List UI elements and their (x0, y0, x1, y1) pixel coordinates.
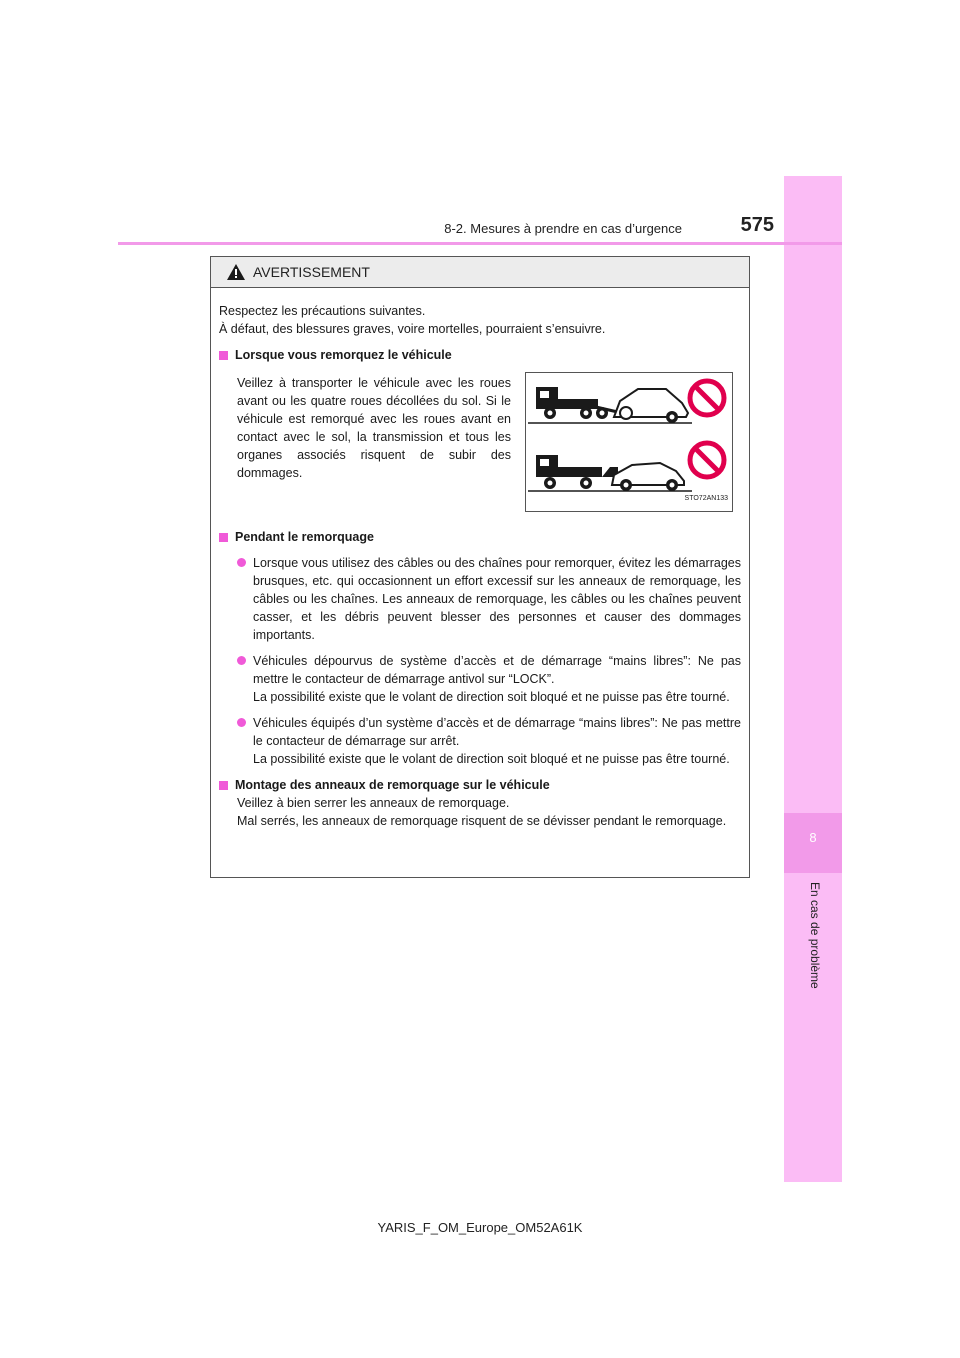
page-number: 575 (740, 214, 774, 236)
illustration-code: STO72AN133 (684, 495, 728, 502)
chapter-side-tab (784, 176, 842, 1182)
list-item-text: Véhicules équipés d’un système d’accès et de démarrage “mains libres”: Ne pas mettre le contacteur de démarrage sur arrêt. La possibilité existe que le volant de direction soit bloqué et ne puisse pas être tourné. (253, 716, 741, 766)
towing-text: Veillez à transporter le véhicule avec les roues avant ou les quatre roues décollées du sol. Si le véhicule est remorqué avec les roues avant en contact avec le sol, la transmission et tous les organes associés risquent de subir des dommages. (237, 376, 511, 480)
header-rule (118, 242, 842, 245)
warning-title: AVERTISSEMENT (253, 264, 370, 280)
round-bullet-icon (237, 718, 246, 727)
warning-intro-1: Respectez les précautions suivantes. (219, 304, 426, 318)
square-bullet-icon (219, 781, 228, 790)
square-bullet-icon (219, 351, 228, 360)
tow-truck-top (528, 387, 692, 423)
list-item-text: Lorsque vous utilisez des câbles ou des chaînes pour remorquer, évitez les démarrages brusques, etc. qui occasionnent un effort excessif sur les anneaux de remorquage, les câbles ou les chaînes. Les anneaux de remorquage, les câbles ou les chaînes peuvent casser, et les débris peuvent blesser des personnes et causer des dommages importants. (253, 556, 741, 642)
tow-truck-bottom (528, 455, 692, 491)
square-bullet-icon (219, 533, 228, 542)
section-title: Lorsque vous remorquez le véhicule (235, 348, 452, 362)
chapter-number: 8 (809, 830, 817, 845)
header-section-title: 8-2. Mesures à prendre en cas d’urgence (444, 221, 682, 236)
section-title: Montage des anneaux de remorquage sur le véhicule (235, 778, 550, 792)
towing-illustration (525, 372, 733, 512)
list-item (237, 554, 741, 644)
chapter-label: En cas de problème (808, 882, 822, 989)
prohibited-icon (690, 381, 724, 415)
eyelet-text-2: Mal serrés, les anneaux de remorquage risquent de se dévisser pendant le remorquage. (237, 814, 727, 828)
warning-intro-2: À défaut, des blessures graves, voire mortelles, pourraient s’ensuivre. (219, 322, 606, 336)
warning-box (210, 256, 750, 878)
round-bullet-icon (237, 558, 246, 567)
prohibited-icon (690, 443, 724, 477)
section-heading-towing (219, 346, 741, 364)
section-heading-during-towing (219, 528, 741, 546)
section-title: Pendant le remorquage (235, 530, 374, 544)
warning-triangle-icon (227, 264, 245, 280)
round-bullet-icon (237, 656, 246, 665)
list-item-text: Véhicules dépourvus de système d’accès et de démarrage “mains libres”: Ne pas mettre le contacteur de démarrage antivol sur “LOCK”. La possibilité existe que le volant de direction soit bloqué et ne puisse pas être tourné. (253, 654, 741, 704)
list-item (237, 652, 741, 706)
warning-body (211, 288, 749, 830)
warning-header (211, 257, 749, 288)
eyelet-text-1: Veillez à bien serrer les anneaux de remorquage. (237, 796, 510, 810)
list-item (237, 714, 741, 768)
document-footer: YARIS_F_OM_Europe_OM52A61K (377, 1220, 583, 1235)
section-heading-tow-eyelets (219, 776, 741, 794)
